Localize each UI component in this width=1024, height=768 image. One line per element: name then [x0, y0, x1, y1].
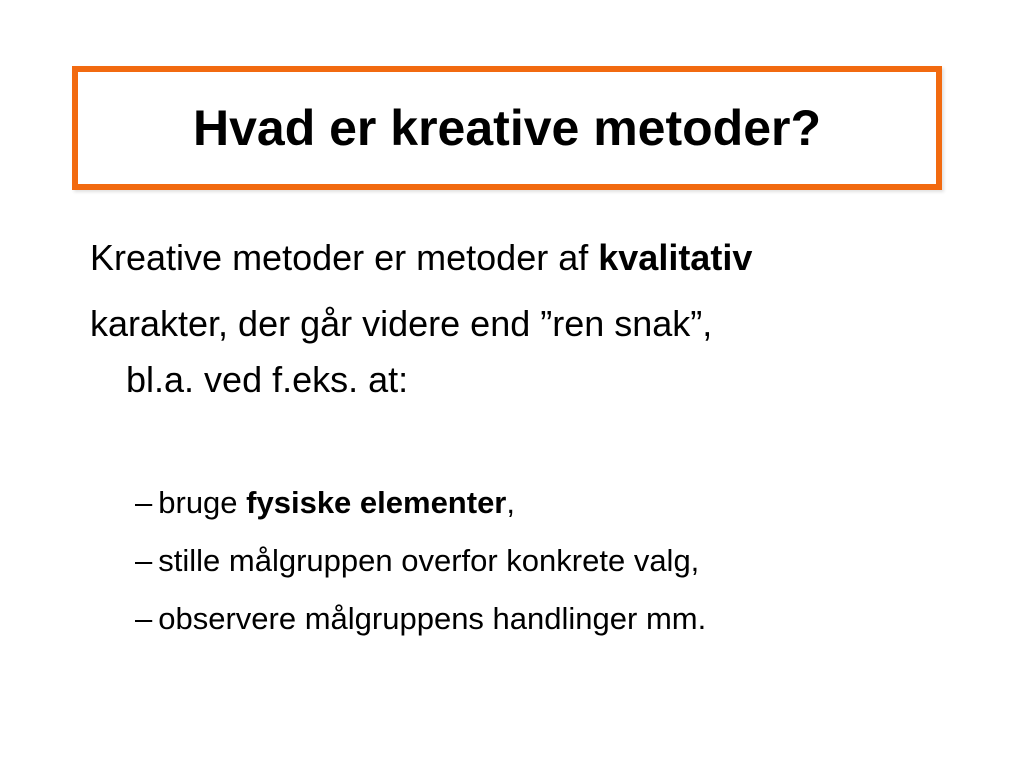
intro-line-1 — [90, 236, 752, 279]
bullet-dash: – — [135, 601, 153, 636]
slide-title: Hvad er kreative metoder? — [192, 100, 822, 156]
intro-line-1-bold: kvalitativ — [598, 237, 753, 278]
bullet-dash: – — [135, 543, 153, 578]
intro-line-3: bl.a. ved f.eks. at: — [126, 359, 409, 400]
bullet-item-3 — [135, 600, 706, 637]
intro-line-1-text: Kreative metoder er metoder af — [90, 237, 599, 278]
bullet-1-suffix: , — [506, 485, 515, 520]
bullet-3-text: observere målgruppens handlinger mm. — [158, 601, 707, 636]
title-box — [72, 66, 942, 190]
bullet-1-bold: fysiske elementer — [246, 485, 507, 520]
bullet-2-text: stille målgruppen overfor konkrete valg, — [158, 543, 700, 578]
intro-line-2: karakter, der går videre end ”ren snak”, — [90, 303, 713, 344]
bullet-item-1 — [135, 484, 515, 521]
bullet-dash: – — [135, 485, 153, 520]
bullet-1-prefix: bruge — [158, 485, 247, 520]
bullet-item-2 — [135, 542, 699, 579]
